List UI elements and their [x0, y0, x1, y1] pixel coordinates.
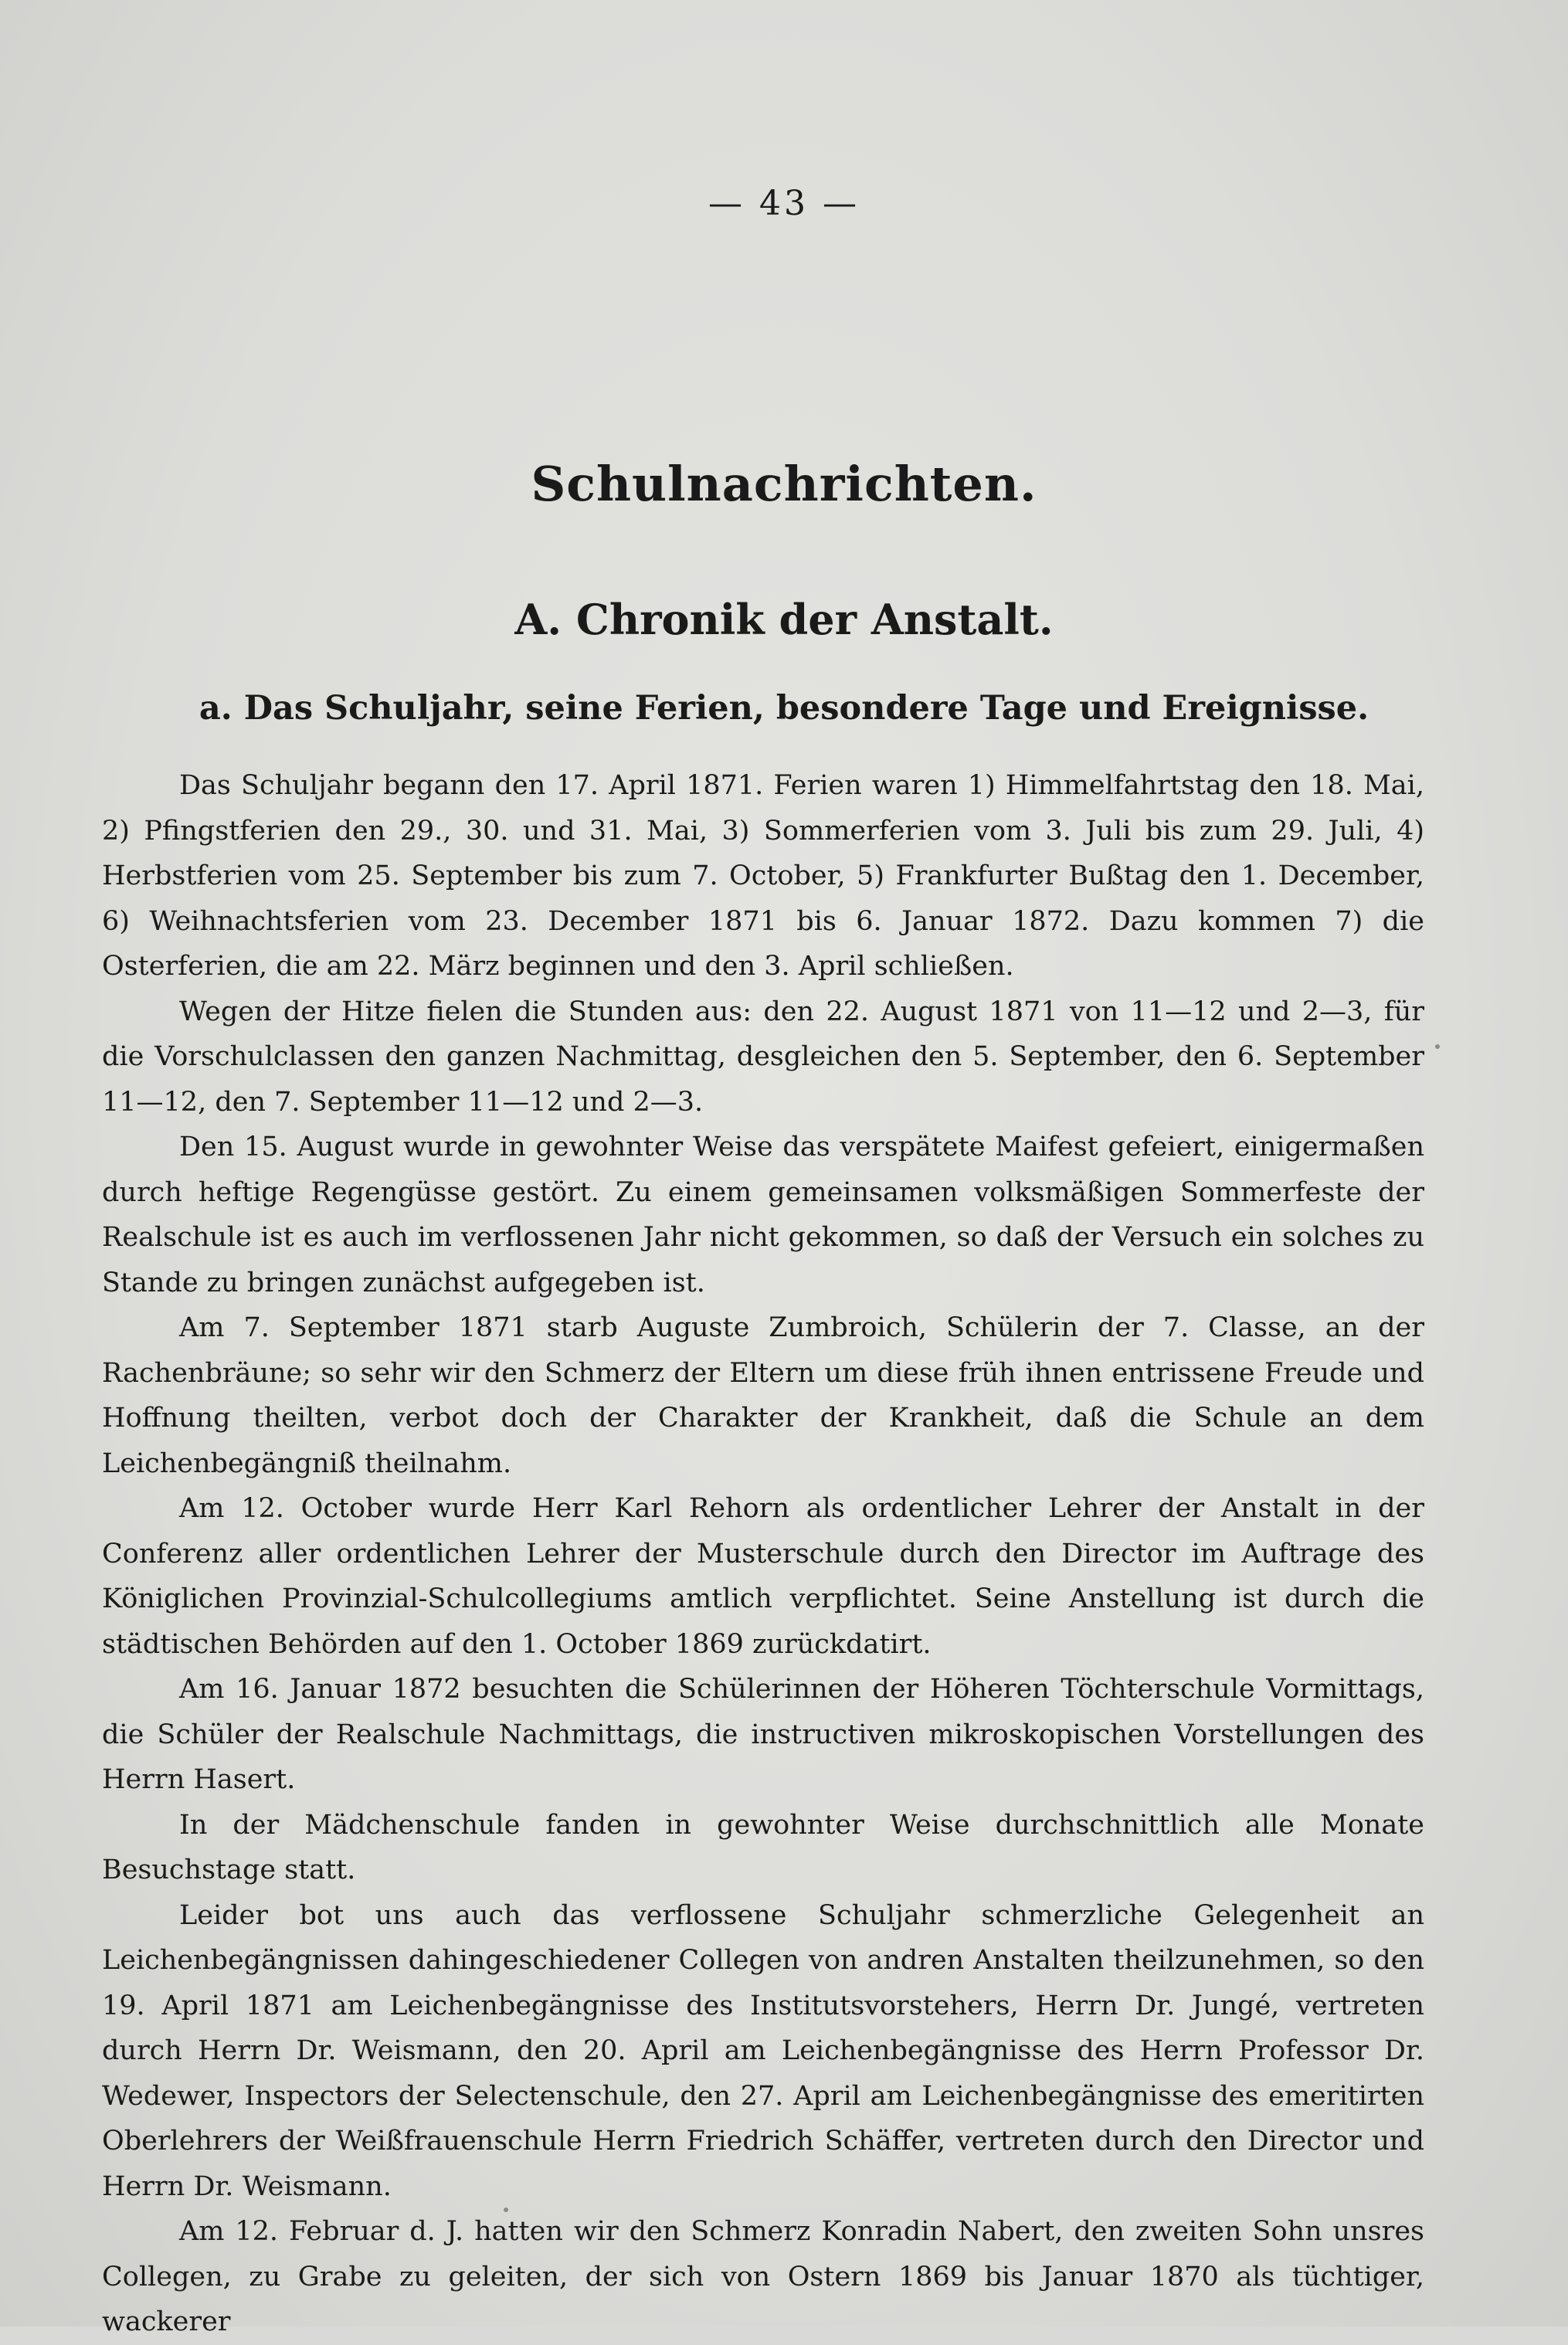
paragraph-heat: Wegen der Hitze fielen die Stunden aus: den 22. August 1871 von 11—12 und 2—3, für die Vorschulclassen den ganzen Nachmittag, desgleichen den 5. September, den 6. September 11—12, den 7. September 11—12 und 2—3.	[102, 996, 1424, 1118]
paragraph-funerals: Leider bot uns auch das verflossene Schuljahr schmerzliche Gelegenheit an Leichenbegängnissen dahingeschiedener Collegen von andren Anstalten theilzunehmen, so den 19. April 1871 am Leichenbegängnisse des Institutsvorstehers, Herrn Dr. Jungé, vertreten durch Herrn Dr. Weismann, den 20. April am Leichenbegängnisse des Herrn Professor Dr. Wedewer, Inspectors der Selectenschule, den 27. April am Leichenbegängnisse des emeritirten Oberlehrers der Weißfrauenschule Herrn Friedrich Schäffer, vertreten durch den Director und Herrn Dr. Weismann.	[102, 1899, 1424, 2202]
paragraph-nabert: Am 12. Februar d. J. hatten wir den Schmerz Konradin Nabert, den zweiten Sohn unsres Collegen, zu Grabe zu geleiten, der sich von Ostern 1869 bis Januar 1870 als tüchtiger, wackerer	[102, 2216, 1424, 2337]
paragraph-school-year: Das Schuljahr begann den 17. April 1871. Ferien waren 1) Himmelfahrtstag den 18. Mai, 2) Pfingstferien den 29., 30. und 31. Mai, 3) Sommerferien vom 3. Juli bis zum 29. Juli, 4) Herbstferien vom 25. September bis zum 7. October, 5) Frankfurter Bußtag den 1. December, 6) Weihnachtsferien vom 23. December 1871 bis 6. Januar 1872. Dazu kommen 7) die Osterferien, die am 22. März beginnen und den 3. April schließen.	[102, 770, 1424, 982]
paragraph-maifest: Den 15. August wurde in gewohnter Weise das verspätete Maifest gefeiert, einigermaßen durch heftige Regengüsse gestört. Zu einem gemeinsamen volksmäßigen Sommerfeste der Realschule ist es auch im verflossenen Jahr nicht gekommen, so daß der Versuch ein solches zu Stande zu bringen zunächst aufgegeben ist.	[102, 1132, 1424, 1298]
page-number: — 43 —	[708, 184, 860, 223]
paragraph-hasert: Am 16. Januar 1872 besuchten die Schülerinnen der Höheren Töchterschule Vormittags, die Schüler der Realschule Nachmittags, die instructiven mikroskopischen Vorstellungen des Herrn Hasert.	[102, 1674, 1424, 1795]
section-heading: A. Chronik der Anstalt.	[514, 595, 1054, 644]
body-text	[102, 763, 1424, 2345]
page-title: Schulnachrichten.	[531, 456, 1037, 512]
paragraph-zumbroich: Am 7. September 1871 starb Auguste Zumbroich, Schülerin der 7. Classe, an der Rachenbräune; so sehr wir den Schmerz der Eltern um diese früh ihnen entrissene Freude und Hoffnung theilten, verbot doch der Charakter der Krankheit, daß die Schule an dem Leichenbegängniß theilnahm.	[102, 1312, 1424, 1479]
paper-speck	[1435, 1044, 1440, 1049]
show-through-text	[108, 263, 1421, 306]
paragraph-visiting-days: In der Mädchenschule fanden in gewohnter Weise durchschnittlich alle Monate Besuchstage statt.	[102, 1809, 1424, 1885]
subsection-heading: a. Das Schuljahr, seine Ferien, besondere Tage und Ereignisse.	[199, 689, 1369, 728]
paragraph-rehorn: Am 12. October wurde Herr Karl Rehorn als ordentlicher Lehrer der Anstalt in der Conferenz aller ordentlichen Lehrer der Musterschule durch den Director im Auftrage des Königlichen Provinzial-Schulcollegiums amtlich verpflichtet. Seine Anstellung ist durch die städtischen Behörden auf den 1. October 1869 zurückdatirt.	[102, 1493, 1424, 1660]
paper-speck	[504, 2208, 508, 2212]
